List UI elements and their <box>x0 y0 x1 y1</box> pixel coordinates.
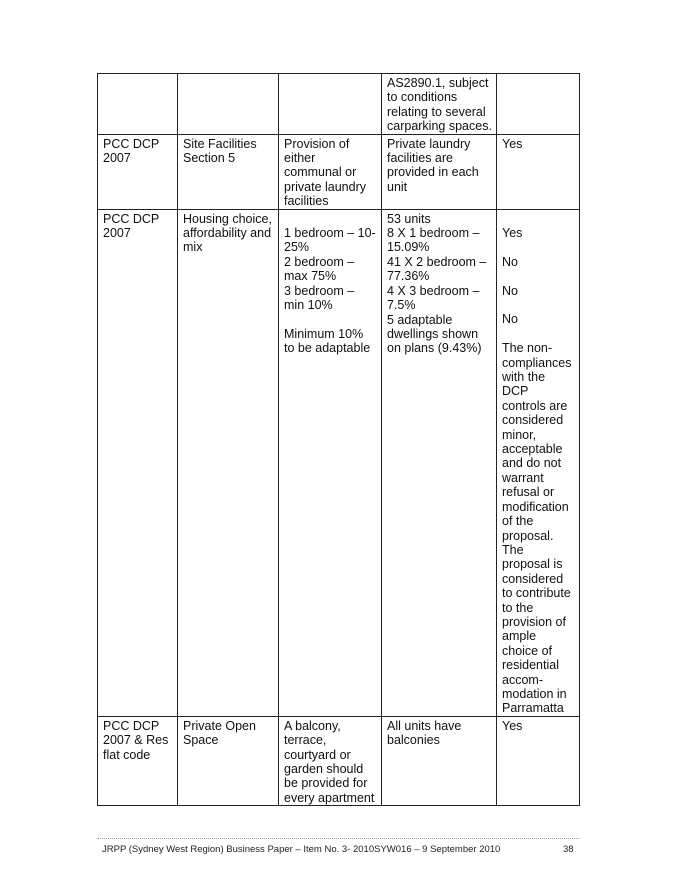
complies-cell <box>497 716 580 805</box>
control-cell <box>98 209 178 716</box>
requirement-cell <box>279 74 382 135</box>
cell-text-line: Yes <box>502 226 523 241</box>
cell-text-line: be provided for <box>284 776 368 791</box>
complies-cell <box>497 74 580 135</box>
requirement-cell <box>279 134 382 209</box>
cell-text-line: No <box>502 312 518 327</box>
cell-text-line: terrace, <box>284 733 327 748</box>
blank-line <box>502 327 575 341</box>
cell-text-line: ample <box>502 629 537 644</box>
cell-text-line: with the <box>502 370 546 385</box>
cell-text-line: PCC DCP <box>103 211 160 226</box>
cell-text-line: Parramatta <box>502 701 564 716</box>
cell-text-line: The non- <box>502 341 553 356</box>
table-row <box>98 74 580 135</box>
table-row <box>98 209 580 716</box>
complies-cell <box>497 134 580 209</box>
blank-line <box>502 269 575 283</box>
cell-text-line: to conditions <box>387 90 458 105</box>
cell-text-line: 77.36% <box>387 269 430 284</box>
cell-text-line: provision of <box>502 614 566 629</box>
cell-text-line: minor, <box>502 427 537 442</box>
cell-text-line: acceptable <box>502 442 563 457</box>
cell-text-line: 2007 <box>103 151 131 166</box>
table-row <box>98 716 580 805</box>
cell-text-line: carparking spaces. <box>387 119 492 134</box>
cell-text-line: every apartment <box>284 790 375 805</box>
blank-line <box>284 312 377 326</box>
section-cell <box>178 209 279 716</box>
cell-text-line: considered <box>502 571 564 586</box>
cell-text-line: min 10% <box>284 298 333 313</box>
cell-text-line: The <box>502 542 524 557</box>
cell-text-line: All units have <box>387 718 462 733</box>
compliance-table-body <box>98 74 580 806</box>
cell-text-line: dwellings shown <box>387 326 479 341</box>
cell-text-line: accom- <box>502 672 543 687</box>
cell-text-line: to be adaptable <box>284 341 371 356</box>
cell-text-line: proposal. <box>502 528 554 543</box>
blank-line <box>502 298 575 312</box>
cell-text-line: 53 units <box>387 211 431 226</box>
cell-text-line: 8 X 1 bedroom – <box>387 226 480 241</box>
cell-text-line: 7.5% <box>387 298 416 313</box>
cell-text-line: 25% <box>284 240 310 255</box>
cell-text-line: and do not <box>502 456 562 471</box>
proposal-cell <box>382 134 497 209</box>
cell-text-line: Minimum 10% <box>284 326 364 341</box>
section-cell <box>178 134 279 209</box>
blank-line <box>502 212 575 226</box>
cell-text-line: unit <box>387 179 408 194</box>
cell-text-line: 41 X 2 bedroom – <box>387 254 487 269</box>
cell-text-line: 1 bedroom – 10- <box>284 226 376 241</box>
cell-text-line: choice of <box>502 643 553 658</box>
page-number: 38 <box>563 844 574 855</box>
cell-text-line: 3 bedroom – <box>284 283 355 298</box>
cell-text-line: Space <box>183 733 219 748</box>
cell-text-line: Yes <box>502 136 523 151</box>
control-cell <box>98 716 178 805</box>
cell-text-line: private laundry <box>284 179 366 194</box>
cell-text-line: 2007 <box>103 226 131 241</box>
cell-text-line: DCP <box>502 384 529 399</box>
cell-text-line: considered <box>502 413 564 428</box>
cell-text-line: on plans (9.43%) <box>387 341 482 356</box>
cell-text-line: relating to several <box>387 104 486 119</box>
proposal-cell <box>382 716 497 805</box>
proposal-cell <box>382 74 497 135</box>
cell-text-line: A balcony, <box>284 718 341 733</box>
cell-text-line: compliances <box>502 355 572 370</box>
cell-text-line: 15.09% <box>387 240 430 255</box>
cell-text-line: facilities are <box>387 151 453 166</box>
requirement-cell <box>279 716 382 805</box>
control-cell <box>98 74 178 135</box>
cell-text-line: 5 adaptable <box>387 312 453 327</box>
cell-text-line: provided in each <box>387 165 479 180</box>
cell-text-line: affordability and <box>183 226 272 241</box>
cell-text-line: Private laundry <box>387 136 471 151</box>
cell-text-line: refusal or <box>502 485 555 500</box>
cell-text-line: AS2890.1, subject <box>387 76 489 90</box>
cell-text-line: Yes <box>502 718 523 733</box>
cell-text-line: residential <box>502 658 559 673</box>
footer-text: JRPP (Sydney West Region) Business Paper – Item No. 3- 2010SYW016 – 9 September 2010 <box>102 844 501 855</box>
cell-text-line: modation in <box>502 686 567 701</box>
cell-text-line: proposal is <box>502 557 563 572</box>
requirement-cell <box>279 209 382 716</box>
cell-text-line: Provision of <box>284 136 350 151</box>
cell-text-line: Private Open <box>183 718 256 733</box>
proposal-cell <box>382 209 497 716</box>
cell-text-line: Site Facilities <box>183 136 257 151</box>
cell-text-line: 2 bedroom – <box>284 254 355 269</box>
section-cell <box>178 716 279 805</box>
cell-text-line: courtyard or <box>284 747 351 762</box>
cell-text-line: flat code <box>103 747 151 762</box>
cell-text-line: PCC DCP <box>103 718 160 733</box>
cell-text-line: Housing choice, <box>183 211 272 226</box>
cell-text-line: mix <box>183 240 203 255</box>
cell-text-line: 4 X 3 bedroom – <box>387 283 480 298</box>
cell-text-line: to the <box>502 600 534 615</box>
complies-cell <box>497 209 580 716</box>
cell-text-line: modification <box>502 499 569 514</box>
footer-divider <box>97 838 579 839</box>
cell-text-line: facilities <box>284 194 329 209</box>
compliance-table <box>97 73 580 806</box>
cell-text-line: controls are <box>502 398 568 413</box>
blank-line <box>502 240 575 254</box>
cell-text-line: Section 5 <box>183 151 236 166</box>
cell-text-line: 2007 & Res <box>103 733 169 748</box>
cell-text-line: balconies <box>387 733 440 748</box>
cell-text-line: warrant <box>502 470 544 485</box>
cell-text-line: PCC DCP <box>103 136 160 151</box>
cell-text-line: communal or <box>284 165 357 180</box>
section-cell <box>178 74 279 135</box>
control-cell <box>98 134 178 209</box>
cell-text-line: No <box>502 283 518 298</box>
cell-text-line: either <box>284 151 316 166</box>
cell-text-line: to contribute <box>502 586 571 601</box>
cell-text-line: of the <box>502 514 534 529</box>
cell-text-line: garden should <box>284 762 364 777</box>
cell-text-line: max 75% <box>284 269 337 284</box>
blank-line <box>284 212 377 226</box>
table-row <box>98 134 580 209</box>
cell-text-line: No <box>502 254 518 269</box>
